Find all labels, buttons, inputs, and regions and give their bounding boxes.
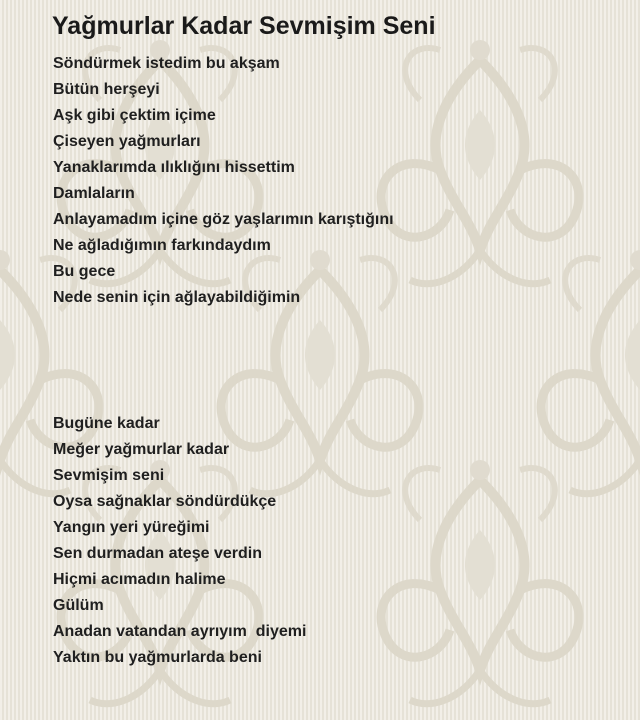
poem-line: Nede senin için ağlayabildiğimin [53,289,301,306]
poem-title: Yağmurlar Kadar Sevmişim Seni [52,12,436,40]
poem-line: Anadan vatandan ayrıyım diyemi [53,623,307,640]
poem-line: Anlayamadım içine göz yaşlarımın karıştığını [53,211,394,228]
poem-line: Hiçmi acımadın halime [53,571,226,588]
poem-line: Yangın yeri yüreğimi [53,519,210,536]
poem-line: Oysa sağnaklar söndürdükçe [53,493,277,510]
poem-line: Damlaların [53,185,135,202]
poem-line: Söndürmek istedim bu akşam [53,55,280,72]
stanza-1 [53,53,394,313]
poem-line: Sevmişim seni [53,467,165,484]
poem-line: Bu gece [53,263,116,280]
poem-line: Yanaklarımda ılıklığını hissettim [53,159,295,176]
poem-line: Sen durmadan ateşe verdin [53,545,262,562]
poem-line: Ne ağladığımın farkındaydım [53,237,271,254]
poem-line: Bugüne kadar [53,415,160,432]
poem-line: Gülüm [53,597,104,614]
poem-line: Çiseyen yağmurları [53,133,201,150]
poem-line: Bütün herşeyi [53,81,160,98]
poem-line: Meğer yağmurlar kadar [53,441,230,458]
poem-line: Yaktın bu yağmurlarda beni [53,649,262,666]
stanza-2 [53,413,306,673]
poem-line: Aşk gibi çektim içime [53,107,216,124]
